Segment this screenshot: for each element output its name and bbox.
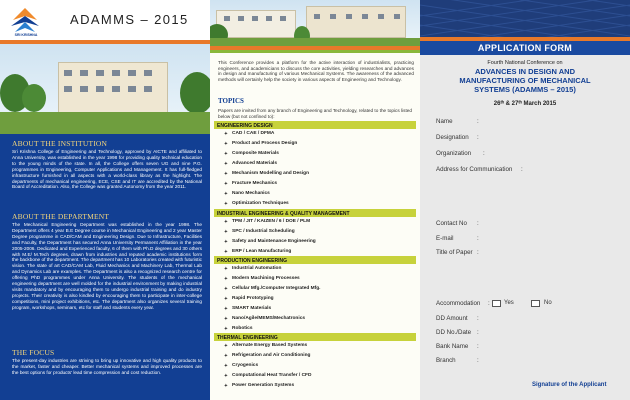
topic-item: ✦ Safety and Maintenance Engineering	[232, 239, 316, 244]
topic-item: ✦ CAD / CAE / DFMA	[232, 131, 274, 136]
college-building-photo	[210, 0, 420, 46]
topic-item: ✦ Product and Process Design	[232, 141, 297, 146]
bank-name-label: Bank Name	[436, 343, 469, 350]
form-header-banner	[420, 0, 630, 41]
conference-dates: 26ᵗʰ & 27ᵗʰ March 2015	[493, 101, 557, 107]
colon: :	[477, 220, 479, 227]
accommodation-label: Accommodation	[436, 300, 481, 307]
dd-amount-label: DD Amount	[436, 315, 468, 322]
institution-heading: ABOUT THE INSTITUTION	[12, 139, 108, 148]
signature-label: Signature of the Applicant	[532, 382, 607, 388]
colon: :	[477, 315, 479, 322]
topic-item: ✦ Mechanism Modelling and Design	[232, 171, 309, 176]
designation-label: Designation	[436, 134, 469, 141]
colon: :	[477, 134, 479, 141]
department-text: The Mechanical Engineering Department was established in the year 1998. The Department offers 4 year B.E Degree course in Mechanical Engineering and 2 year Master Degree programme in CAD/CAM and Engineering Design. Due to Infrastructure, Facilities and Faculty, the Department has secured Anna University Permanent Affiliation in the year 2005-2006. Dedicated and Experienced faculty, 6 of them with Ph.D degrees and 30 others with M.E/ M.Tech degrees, drawn from industries and reputed academic institutions form the backbone of the department. The department has 10 Laboratories created with futuristic vision. The state of art CAD/CAM Lab, Fluid Mechanics and Machinery Lab, Thermal Lab and Dynamics Lab are examples. The Department is also a recognized research centre for offering PhD programmes under Anna University. The students of the mechanical engineering department are well molded for the industrial environment by making industrial visits mandatory and by encouraging them to undergo industrial training and do industry projects. Their creativity is also kindled by encouraging them to participate in inter-college competitions, mini project exhibitions, etc. The department also organizes several training program, workshops, seminars, etc for staff and students every year.	[12, 222, 202, 310]
topic-item: ✦ Refrigeration and Air Conditioning	[232, 353, 310, 358]
category-industrial-engineering: INDUSTRIAL ENGINEERING & QUALITY MANAGEMENT	[214, 209, 416, 217]
colon: :	[477, 249, 479, 256]
topic-item: ✦ Optimization Techniques	[232, 201, 289, 206]
branch-label: Branch	[436, 357, 456, 364]
yes-label: Yes	[504, 300, 514, 306]
green-stripe	[210, 50, 420, 53]
topics-heading: TOPICS	[218, 97, 244, 105]
application-form-panel	[420, 0, 630, 400]
paper-title-label: Title of Paper	[436, 249, 473, 256]
topic-item: ✦ Alternate Energy Based Systems	[232, 343, 307, 348]
logo-header	[0, 0, 210, 40]
topic-item: ✦ Rapid Prototyping	[232, 296, 274, 301]
conference-line: Fourth National Conference on	[487, 60, 563, 66]
topic-item: ✦ Robotics	[232, 326, 253, 331]
dd-no-label: DD No./Date	[436, 329, 472, 336]
colon: :	[477, 343, 479, 350]
topic-item: ✦ Cryogenics	[232, 363, 258, 368]
category-thermal-engineering: THERMAL ENGINEERING	[214, 333, 416, 341]
name-label: Name	[436, 118, 453, 125]
topic-item: ✦ Advanced Materials	[232, 161, 277, 166]
institution-panel	[0, 0, 210, 400]
topic-item: ✦ Cellular Mfg./Computer Integrated Mfg.	[232, 286, 320, 291]
conference-title: ADVANCES IN DESIGN AND MANUFACTURING OF MECHANICAL SYSTEMS (ADAMMS – 2015)	[459, 67, 591, 94]
category-production-engineering: PRODUCTION ENGINEERING	[214, 256, 416, 264]
conference-intro: This Conference provides a platform for the active interaction of industrialists, practicing engineers, and academicians to discuss the core activities, yielding researches and advances in design and manufacturing of various Mechanical Systems. The awareness of the advanced methods will certainly help the society in various aspects of Engineering and Technology.	[218, 60, 414, 82]
topic-item: ✦ SPC / Industrial Scheduling	[232, 229, 295, 234]
campus-photo	[0, 44, 210, 134]
colon: :	[483, 150, 485, 157]
accommodation-no-checkbox[interactable]	[531, 300, 540, 307]
topic-item: ✦ Fracture Mechanics	[232, 181, 277, 186]
colon: :	[477, 357, 479, 364]
accommodation-yes-checkbox[interactable]	[492, 300, 501, 307]
topic-item: ✦ Modern Machining Processes	[232, 276, 300, 281]
no-label: No	[544, 300, 552, 306]
organization-label: Organization	[436, 150, 472, 157]
category-engineering-design: ENGINEERING DESIGN	[214, 121, 416, 129]
department-heading: ABOUT THE DEPARTMENT	[12, 212, 110, 221]
college-emblem-icon	[8, 6, 42, 36]
brochure-title: ADAMMS – 2015	[70, 12, 189, 27]
institution-text: Sri Krishna College of Engineering and Technology, approved by AICTE and affiliated to Anna University, was established in the year 1998 for providing quality technical education to the young minds of the state. In all, the College offers seven UG and nine P.G. programmes in Engineering, Computer Applications and Management. It has full-fledged infrastructure furnished in all aspects with a world-class library as the highlight. The departments of mechanical engineering, ECE, CSE and IT are accredited by the National Board of Accreditation. Also, the College was granted Autonomy from the year 2011.	[12, 149, 202, 190]
focus-text: The present-day industries are striving to bring up innovative and high quality products to the market, faster and cheaper. Better mechanical systems and improved processes are the best options for products' lead time compression and cost reduction.	[12, 358, 202, 375]
pattern-decoration	[420, 0, 630, 41]
topic-item: ✦ SMART Materials	[232, 306, 271, 311]
logo-text: SRI KRISHNA	[14, 33, 38, 37]
topics-panel	[210, 0, 420, 400]
topic-item: ✦ Nano Mechanics	[232, 191, 270, 196]
colon: :	[488, 300, 490, 307]
colon: :	[521, 166, 523, 173]
address-label: Address for Communication	[436, 166, 513, 173]
colon: :	[477, 118, 479, 125]
topic-item: ✦ Nano/Agile/MEMS/Mechatronics	[232, 316, 305, 321]
focus-heading: THE FOCUS	[12, 348, 55, 357]
topic-item: ✦ Power Generation Systems	[232, 383, 294, 388]
topic-item: ✦ TPM / JIT / KAIZEN / 6 / DOE / PLM	[232, 219, 310, 224]
topic-item: ✦ ERP / Lean Manufacturing	[232, 249, 291, 254]
colon: :	[477, 235, 479, 242]
topic-item: ✦ Computational Heat Transfer / CFD	[232, 373, 311, 378]
topics-description: Papers are invited from any branch of Engineering and Technology, related to the topics listed below (but not confined to):	[218, 108, 412, 119]
email-label: E-mail	[436, 235, 454, 242]
colon: :	[477, 329, 479, 336]
topic-item: ✦ Industrial Automation	[232, 266, 281, 271]
topic-item: ✦ Composite Materials	[232, 151, 279, 156]
contact-label: Contact No	[436, 220, 467, 227]
application-form-heading: APPLICATION FORM	[420, 41, 630, 55]
